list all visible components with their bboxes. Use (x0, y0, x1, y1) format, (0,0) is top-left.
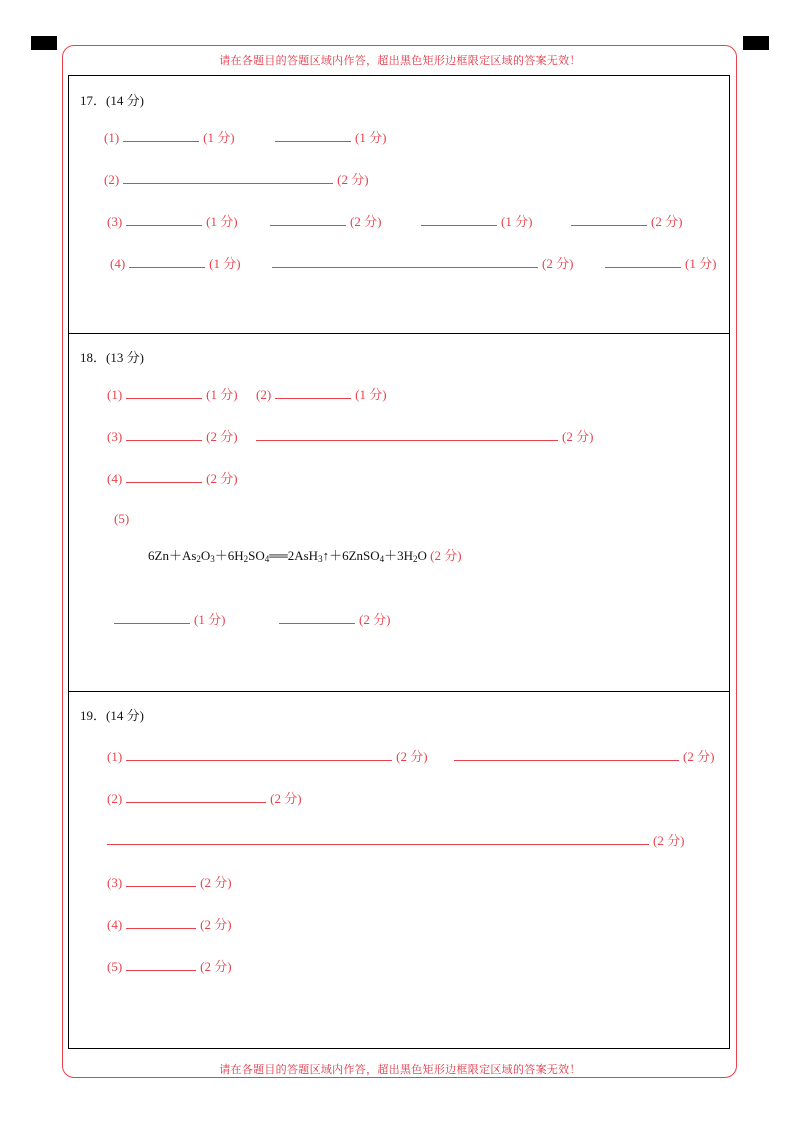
points-label: (2 分) (683, 749, 715, 764)
answer-blank[interactable] (126, 916, 196, 929)
answer-blank[interactable] (272, 255, 538, 268)
answer-blank[interactable] (256, 428, 558, 441)
part-label: (4) (107, 917, 123, 932)
bottom-notice: 请在各题目的答题区域内作答，超出黑色矩形边框限定区域的答案无效！ (219, 1063, 581, 1076)
part-label: (3) (107, 875, 123, 890)
part-label: (3) (107, 214, 123, 229)
answer-blank[interactable] (421, 213, 497, 226)
chemical-equation: $6Zn+As_2O_3+6H_2SO_4══2AsH_3↑+6ZnSO_4+3H_2O$ (2 分) (148, 548, 462, 564)
points-label: (2 分) (562, 429, 594, 444)
points-label: (1 分) (501, 214, 533, 229)
answer-blank[interactable] (123, 171, 333, 184)
points-label: (2 分) (350, 214, 382, 229)
points-label: (2 分) (359, 612, 391, 627)
question-17-title: 17．(14 分) (80, 93, 144, 108)
answer-blank[interactable] (114, 611, 190, 624)
points-label: (2 分) (337, 172, 369, 187)
section-divider (68, 333, 730, 334)
part-label: (2) (256, 387, 272, 402)
answer-blank[interactable] (270, 213, 346, 226)
part-label: (5) (107, 959, 123, 974)
answer-blank[interactable] (107, 832, 649, 845)
points-label: (2 分) (206, 471, 238, 486)
points-label: (2 分) (200, 875, 232, 890)
part-label: (2) (104, 172, 120, 187)
answer-blank[interactable] (126, 470, 202, 483)
answer-blank[interactable] (126, 213, 202, 226)
answer-blank[interactable] (126, 386, 202, 399)
points-label: (2 分) (653, 833, 685, 848)
question-18-title: 18．(13 分) (80, 350, 144, 365)
alignment-marker-left (31, 36, 57, 50)
answer-blank[interactable] (123, 129, 199, 142)
top-notice: 请在各题目的答题区域内作答，超出黑色矩形边框限定区域的答案无效！ (219, 54, 581, 67)
part-label: (4) (107, 471, 123, 486)
answer-blank[interactable] (126, 748, 392, 761)
points-label: (2 分) (651, 214, 683, 229)
q18-part-5-label (114, 511, 129, 527)
points-label: (1 分) (355, 130, 387, 145)
part-label: (1) (107, 749, 123, 764)
answer-blank[interactable] (454, 748, 679, 761)
part-label: (5) (114, 511, 130, 526)
points-label: (1 分) (194, 612, 226, 627)
part-label: (1) (104, 130, 120, 145)
points-label: (1 分) (203, 130, 235, 145)
points-label: (2 分) (270, 791, 302, 806)
answer-blank[interactable] (126, 428, 202, 441)
answer-blank[interactable] (279, 611, 355, 624)
answer-blank[interactable] (126, 958, 196, 971)
points-label: (1 分) (685, 256, 717, 271)
answer-blank[interactable] (129, 255, 205, 268)
answer-blank[interactable] (126, 874, 196, 887)
points-label: (2 分) (206, 429, 238, 444)
question-19-title: 19．(14 分) (80, 708, 144, 723)
points-label: (2 分) (430, 548, 462, 563)
points-label: (2 分) (200, 959, 232, 974)
points-label: (2 分) (542, 256, 574, 271)
part-label: (1) (107, 387, 123, 402)
answer-blank[interactable] (275, 386, 351, 399)
points-label: (1 分) (206, 214, 238, 229)
section-divider (68, 691, 730, 692)
answer-blank[interactable] (126, 790, 266, 803)
points-label: (1 分) (206, 387, 238, 402)
answer-blank[interactable] (275, 129, 351, 142)
answer-blank[interactable] (605, 255, 681, 268)
part-label: (4) (110, 256, 126, 271)
part-label: (3) (107, 429, 123, 444)
part-label: (2) (107, 791, 123, 806)
points-label: (1 分) (209, 256, 241, 271)
points-label: (2 分) (200, 917, 232, 932)
alignment-marker-right (743, 36, 769, 50)
answer-blank[interactable] (571, 213, 647, 226)
points-label: (1 分) (355, 387, 387, 402)
points-label: (2 分) (396, 749, 428, 764)
